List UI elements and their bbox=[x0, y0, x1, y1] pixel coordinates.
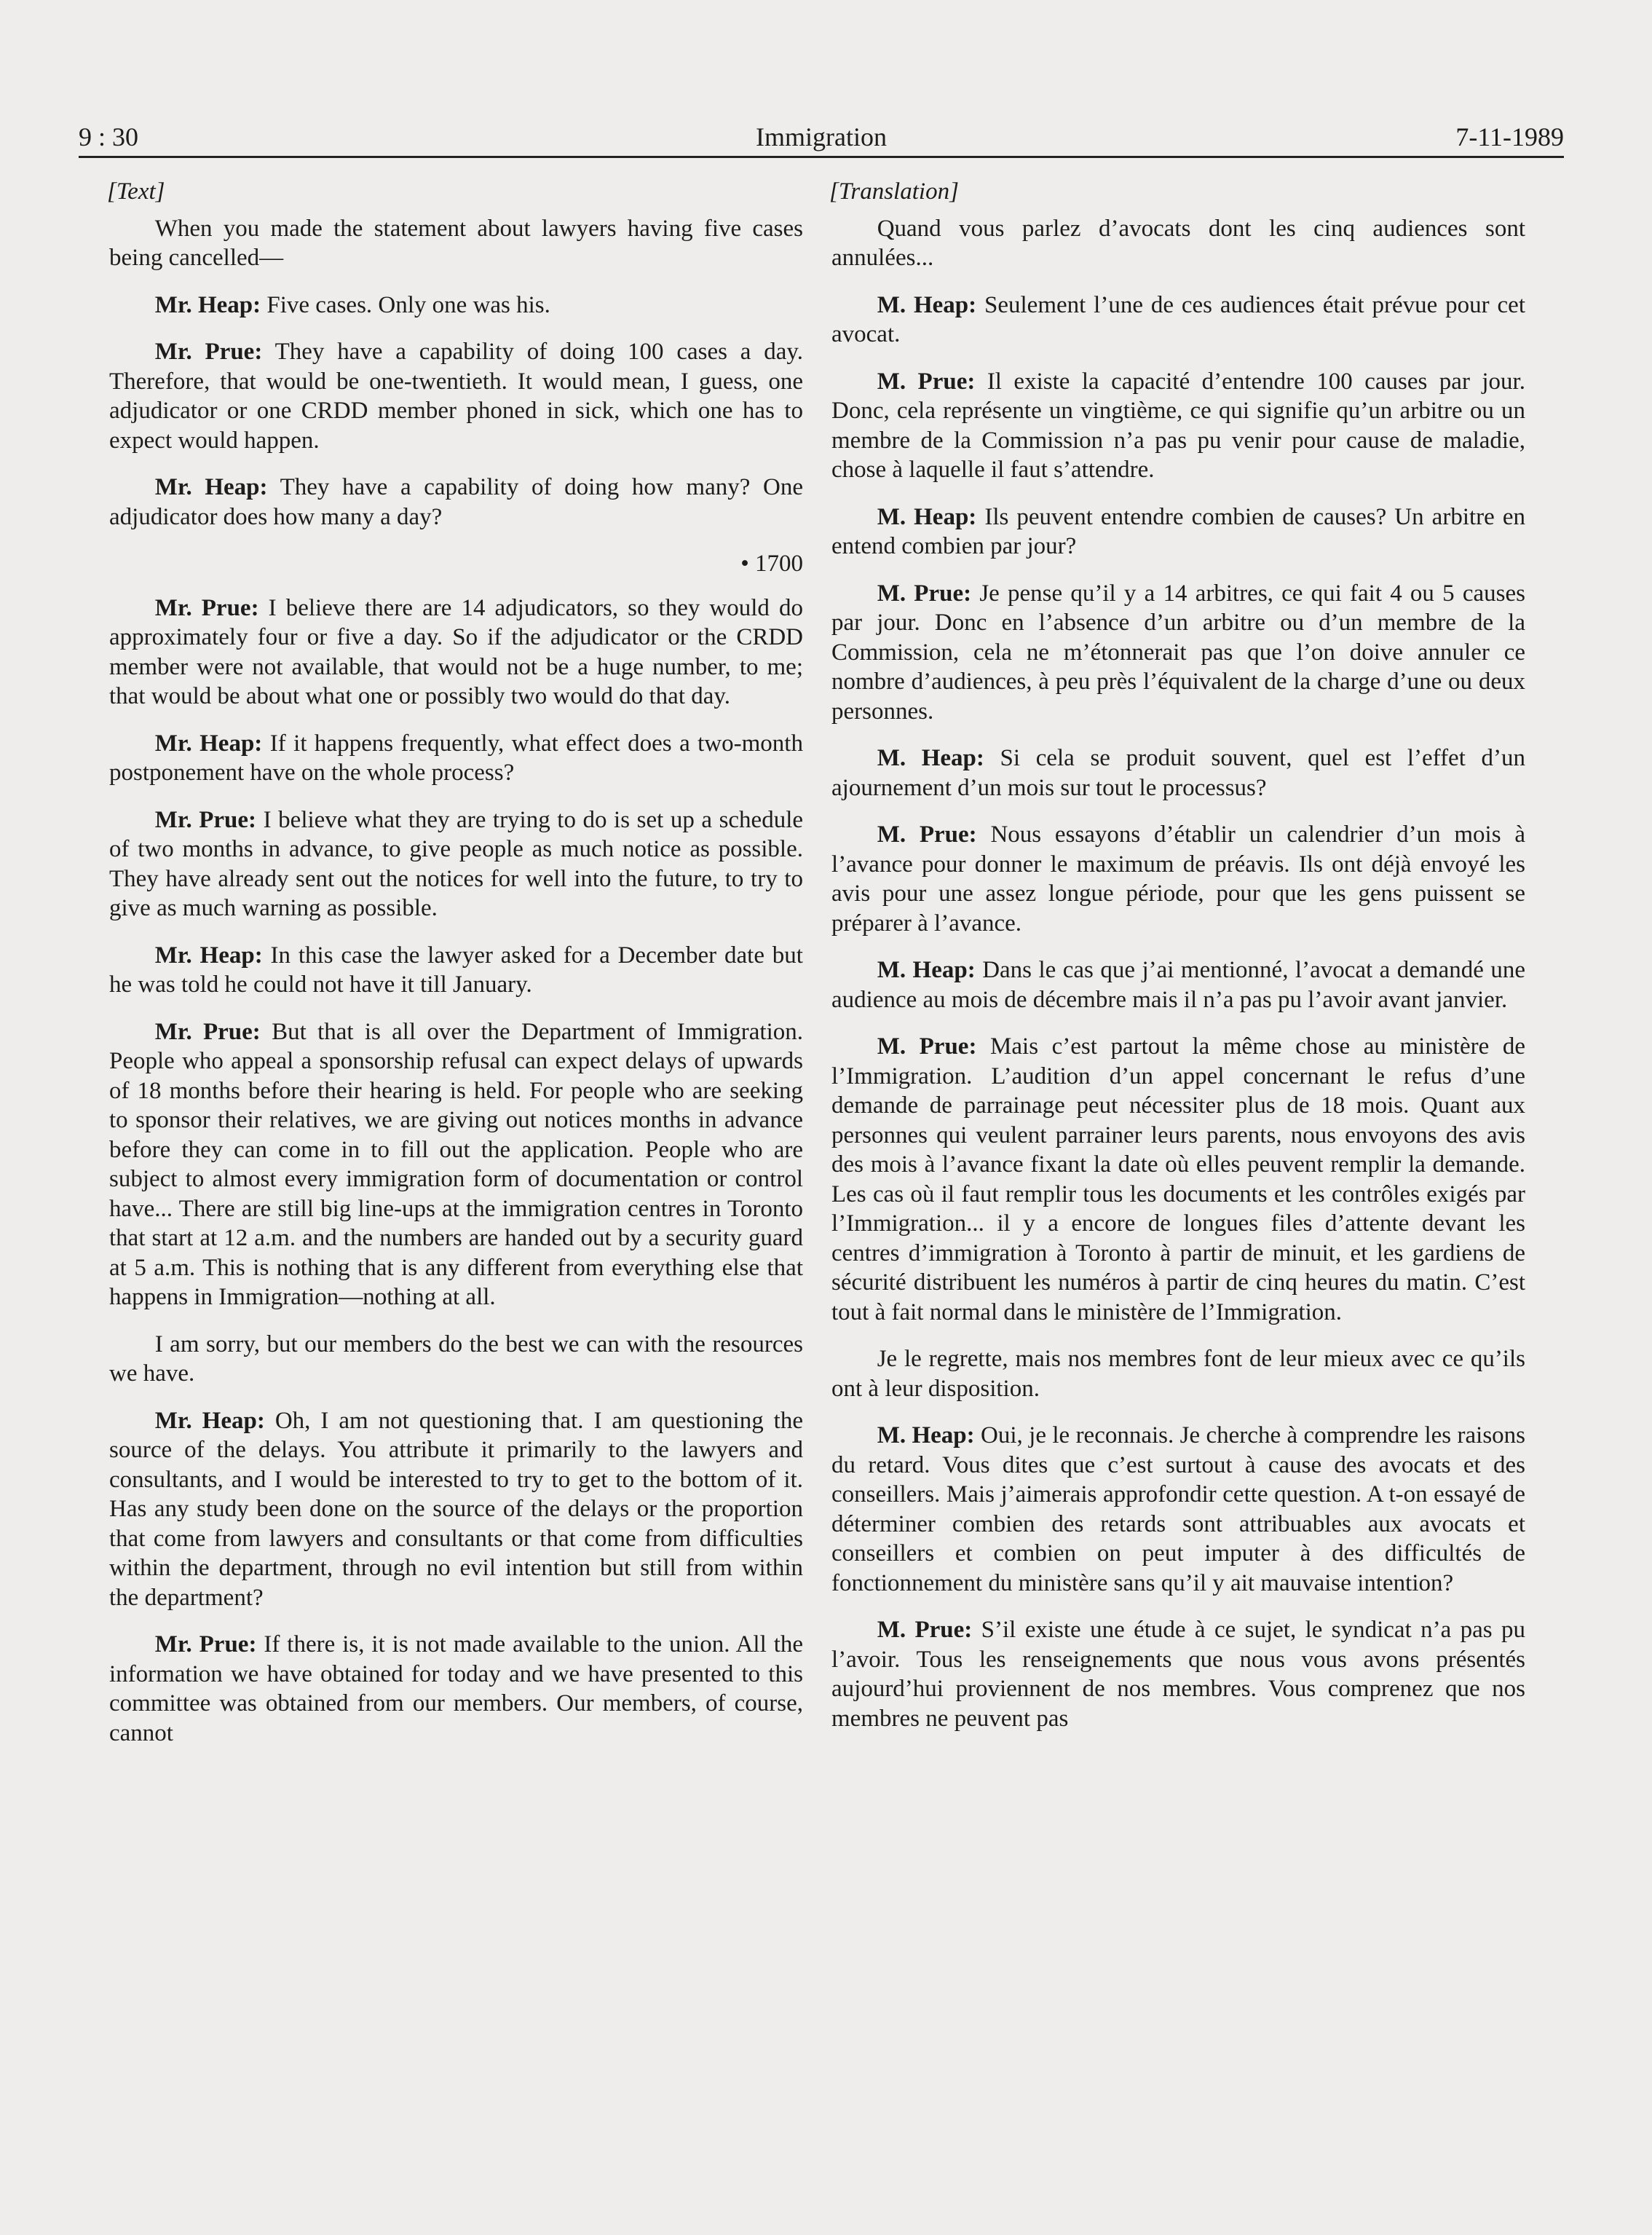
paragraph bbox=[831, 579, 1525, 727]
paragraph bbox=[109, 291, 803, 320]
speaker-name: M. Heap: bbox=[877, 957, 976, 983]
paragraph bbox=[109, 805, 803, 923]
running-header bbox=[79, 115, 1564, 159]
paragraph bbox=[109, 941, 803, 1000]
paragraph-text: I believe what they are trying to do is set up a schedule of two months in advance, to give people as much notice as possible. They have already sent out the notices for well into the future, to try to give as much warning as possible. bbox=[109, 806, 804, 921]
speaker-name: M. Prue: bbox=[877, 821, 977, 848]
paragraph bbox=[109, 337, 803, 455]
paragraph bbox=[109, 1017, 803, 1312]
english-paragraphs-b bbox=[109, 594, 803, 1749]
paragraph bbox=[831, 291, 1525, 350]
paragraph-text: Seulement l’une de ces audiences était prévue pour cet avocat. bbox=[831, 291, 1525, 347]
paragraph bbox=[109, 1630, 803, 1748]
english-paragraphs-a bbox=[109, 214, 803, 532]
speaker-name: Mr. Heap: bbox=[154, 730, 263, 757]
paragraph-text: They have a capability of doing how many? One adjudicator does how many a day? bbox=[109, 474, 803, 530]
speaker-name: Mr. Heap: bbox=[154, 291, 261, 318]
paragraph-text: Si cela se produit souvent, quel est l’effet d’un ajournement d’un mois sur tout le processus? bbox=[831, 745, 1526, 801]
paragraph-text: Five cases. Only one was his. bbox=[266, 291, 550, 318]
paragraph-text: They have a capability of doing 100 cases a day. Therefore, that would be one-twentieth. It would mean, I guess, one adjudicator or one CRDD member phoned in sick, which one has to expect would happen. bbox=[109, 339, 804, 454]
speaker-name: M. Prue: bbox=[877, 368, 976, 395]
paragraph-text: In this case the lawyer asked for a December date but he was told he could not have it till January. bbox=[109, 942, 803, 998]
paragraph bbox=[831, 214, 1525, 273]
column-label: [Text] bbox=[107, 178, 165, 205]
paragraph bbox=[109, 214, 803, 273]
speaker-name: M. Prue: bbox=[877, 1617, 973, 1643]
paragraph-text: Dans le cas que j’ai mentionné, l’avocat a demandé une audience au mois de décembre mais il n’a pas pu l’avoir avant janvier. bbox=[831, 957, 1525, 1013]
paragraph-text: I am sorry, but our members do the best we can with the resources we have. bbox=[109, 1331, 803, 1387]
paragraph bbox=[831, 1615, 1525, 1733]
paragraph bbox=[109, 594, 803, 712]
paragraph-text: Oui, je le reconnais. Je cherche à comprendre les raisons du retard. Vous dites que c’est surtout à cause des avocats et des conseillers. Mais j’aimerais approfondir cette question. A t-on essayé de déterminer combien des retards sont attribuables aux avocats et conseillers et combien on peut imputer à des difficultés de fonctionnement du ministère sans qu’il y ait mauvaise intention? bbox=[831, 1422, 1526, 1596]
speaker-name: Mr. Heap: bbox=[154, 474, 268, 500]
speaker-name: M. Heap: bbox=[877, 745, 984, 771]
header-date: 7-11-1989 bbox=[1455, 122, 1564, 151]
french-column bbox=[831, 177, 1525, 1751]
speaker-name: Mr. Prue: bbox=[154, 339, 263, 365]
paragraph-text: If it happens frequently, what effect does a two-month postponement have on the whole process? bbox=[109, 730, 803, 786]
paragraph bbox=[831, 1421, 1525, 1598]
paragraph-text: Quand vous parlez d’avocats dont les cinq audiences sont annulées... bbox=[831, 215, 1525, 271]
paragraph-text: When you made the statement about lawyers having five cases being cancelled— bbox=[109, 215, 803, 271]
speaker-name: M. Heap: bbox=[877, 1422, 975, 1448]
page-number: 9 : 30 bbox=[79, 122, 139, 151]
english-column bbox=[109, 177, 803, 1765]
speaker-name: M. Heap: bbox=[877, 291, 977, 318]
speaker-name: Mr. Prue: bbox=[154, 1018, 261, 1045]
speaker-name: Mr. Prue: bbox=[154, 594, 259, 621]
french-paragraphs bbox=[831, 214, 1525, 1734]
speaker-name: M. Prue: bbox=[877, 1033, 977, 1060]
paragraph bbox=[831, 820, 1525, 938]
time-marker: • 1700 bbox=[740, 551, 803, 577]
speaker-name: Mr. Heap: bbox=[154, 942, 263, 969]
paragraph bbox=[831, 1032, 1525, 1327]
paragraph-text: If there is, it is not made available to the union. All the information we have obtained for today and we have presented to this committee was obtained from our members. Our members, of course, cannot bbox=[109, 1631, 804, 1746]
speaker-name: Mr. Heap: bbox=[154, 1407, 265, 1434]
paragraph bbox=[109, 1330, 803, 1389]
paragraph bbox=[109, 729, 803, 788]
paragraph-text: Oh, I am not questioning that. I am questioning the source of the delays. You attribute it primarily to the lawyers and consultants, and I would be interested to try to get to the bottom of it. Has any study been done on the source of the delays or the proportion that come from lawyers and consultants or that come from difficulties within the department, through no evil intention but still from within the department? bbox=[109, 1407, 803, 1611]
paragraph-text: But that is all over the Department of Immigration. People who appeal a sponsorship refusal can expect delays of upwards of 18 months before their hearing is held. For people who are seeking to sponsor their relatives, we are giving out notices months in advance before they can come in to fill out the application. People who are subject to almost every immigration form of documentation or control have... There are still big line-ups at the immigration centres in Toronto that start at 12 a.m. and the numbers are handed out by a security guard at 5 a.m. This is nothing that is any different from everything else that happens in Immigration—nothing at all. bbox=[109, 1018, 804, 1310]
paragraph-text: Je le regrette, mais nos membres font de leur mieux avec ce qu’ils ont à leur disposition. bbox=[831, 1346, 1525, 1402]
paragraph bbox=[831, 502, 1525, 561]
column-label: [Translation] bbox=[829, 178, 959, 205]
speaker-name: M. Prue: bbox=[877, 580, 972, 607]
paragraph bbox=[831, 744, 1525, 803]
paragraph-text: Je pense qu’il y a 14 arbitres, ce qui fait 4 ou 5 causes par jour. Donc en l’absence d’un arbitre ou d’un membre de la Commission, cela ne m’étonnerait pas que l’on doive annuler ce nombre d’audiences, à peu près l’équivalent de la charge d’une ou deux personnes. bbox=[831, 580, 1525, 725]
paragraph-text: Nous essayons d’établir un calendrier d’un mois à l’avance pour donner le maximum de préavis. Ils ont déjà envoyé les avis pour une assez longue période, pour que les gens puissent se préparer à l’avance. bbox=[831, 821, 1525, 937]
paragraph bbox=[109, 1406, 803, 1613]
speaker-name: M. Heap: bbox=[877, 503, 977, 530]
paragraph-text: Ils peuvent entendre combien de causes? Un arbitre en entend combien par jour? bbox=[831, 503, 1525, 559]
paragraph-text: I believe there are 14 adjudicators, so they would do approximately four or five a day. So if the adjudicator or the CRDD member were not available, that would not be a huge number, to me; that would be about what one or possibly two would do that day. bbox=[109, 594, 804, 709]
paragraph bbox=[831, 1344, 1525, 1403]
paragraph bbox=[109, 473, 803, 532]
speaker-name: Mr. Prue: bbox=[154, 1631, 257, 1657]
paragraph-text: Il existe la capacité d’entendre 100 causes par jour. Donc, cela représente un vingtième, ce qui signifie qu’un arbitre ou un membre de la Commission n’a pas pu venir pour cause de maladie, chose à laquelle il faut s’attendre. bbox=[831, 368, 1525, 483]
section-title: Immigration bbox=[756, 122, 887, 151]
paragraph bbox=[831, 955, 1525, 1014]
paragraph-text: Mais c’est partout la même chose au ministère de l’Immigration. L’audition d’un appel concernant le refus d’une demande de parrainage peut nécessiter plus de 18 mois. Quant aux personnes qui veulent parrainer leurs parents, nous envoyons des avis des mois à l’avance fixant la date où elles peuvent remplir la demande. Les cas où il faut remplir tous les documents et les contrôles exigés par l’Immigration... il y a encore de longues files d’attente devant les centres d’immigration à Toronto à partir de minuit, et les gardiens de sécurité distribuent les numéros à partir de cinq heures du matin. C’est tout à fait normal dans le ministère de l’Immigration. bbox=[831, 1033, 1525, 1325]
paragraph bbox=[831, 367, 1525, 485]
paragraph-text: S’il existe une étude à ce sujet, le syndicat n’a pas pu l’avoir. Tous les renseignements que nous vous avons présentés aujourd’hui proviennent de nos membres. Vous comprenez que nos membres ne peuvent pas bbox=[831, 1617, 1526, 1732]
header-rule bbox=[79, 156, 1564, 158]
speaker-name: Mr. Prue: bbox=[154, 806, 257, 833]
